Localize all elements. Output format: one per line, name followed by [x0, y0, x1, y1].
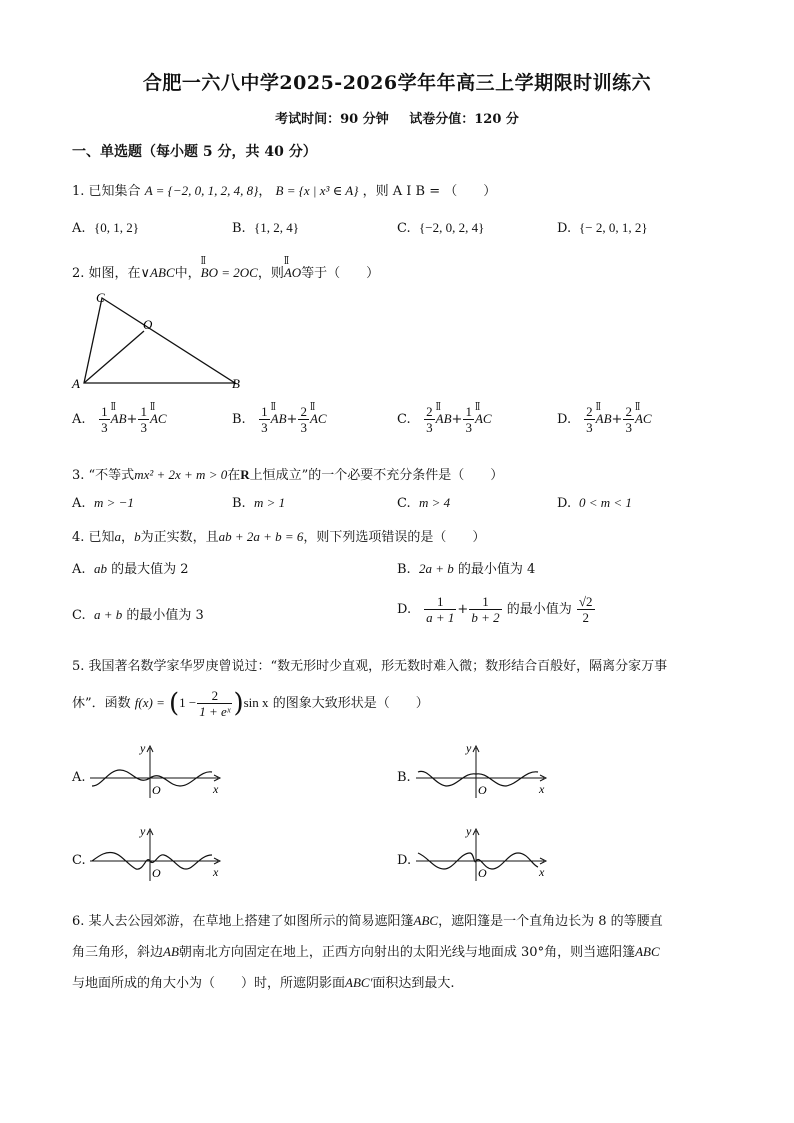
option-label: B. — [232, 412, 246, 427]
origin-label: O — [478, 866, 487, 880]
q4-option-b[interactable] — [397, 558, 535, 577]
question-4-stem — [72, 526, 485, 545]
option-label: A. — [72, 562, 86, 577]
triangle-abc — [84, 298, 235, 383]
q6-triangle: ABC — [413, 913, 439, 928]
option-label: A. — [72, 412, 86, 427]
option-expr: a + b — [94, 607, 123, 622]
option-text: 0 < m < 1 — [579, 495, 632, 510]
q1-number: 1. 已知集合 — [72, 184, 141, 199]
vertex-c-label: C — [96, 290, 105, 305]
option-expr: 2a + b — [419, 561, 454, 576]
q5-option-a-label[interactable]: A. — [72, 770, 86, 785]
q3-option-d[interactable] — [557, 495, 632, 511]
option-text: m > 4 — [419, 495, 451, 510]
q3-option-c[interactable] — [397, 495, 450, 511]
coef-num: 2 — [426, 404, 433, 419]
q4-var-a: a — [114, 529, 122, 544]
q4-text: ， — [121, 530, 135, 545]
plus: + — [457, 602, 469, 617]
q3-inequality: mx² + 2x + m > 0 — [134, 467, 228, 482]
q6-shadow: ABC′ — [345, 975, 373, 990]
q1-option-a[interactable] — [72, 220, 139, 236]
vector-ab: ꟾꟾ AB — [111, 411, 127, 427]
option-label: D. — [557, 221, 572, 236]
q1-option-c[interactable] — [397, 220, 484, 236]
exam-title: 合肥一六八中学2025-2026学年年高三上学期限时训练六 — [142, 72, 652, 94]
q4-option-a[interactable] — [72, 558, 189, 577]
option-label: C. — [397, 496, 411, 511]
right-paren: ) — [233, 688, 244, 719]
q6-text: 朝南北方向固定在地上，正西方向射出的太阳光线与地面成 30°角，则当遮阳篷 — [178, 945, 636, 960]
origin-label: O — [152, 783, 161, 797]
coef-num: 1 — [140, 404, 147, 419]
coef-num: 1 — [101, 404, 108, 419]
option-label: C. — [397, 412, 411, 427]
q6-text: ，遮阳篷是一个直角边长为 8 的等腰直 — [438, 914, 663, 929]
q2-option-c[interactable] — [397, 404, 492, 435]
q5-option-d-label[interactable]: D. — [397, 853, 412, 868]
q4-text: 为正实数，且 — [140, 530, 219, 545]
option-text: {1, 2, 4} — [254, 220, 299, 235]
q5-graph-d[interactable] — [414, 825, 554, 883]
origin-label: O — [478, 783, 487, 797]
q5-sin: sin x — [243, 695, 269, 710]
option-label: A. — [72, 221, 86, 236]
vertex-a-label: A — [72, 376, 80, 391]
coef-den: 3 — [426, 420, 433, 435]
coef-den: 3 — [261, 420, 268, 435]
left-paren: ( — [169, 688, 180, 719]
option-text: {− 2, 0, 1, 2} — [579, 220, 648, 235]
option-text: m > 1 — [254, 495, 286, 510]
q3-text: 3. “不等式 — [72, 468, 135, 483]
frac-num: √2 — [578, 594, 593, 609]
exam-score: 试卷分值：120 分 — [409, 112, 519, 127]
q1-ask: ，则 A I B = （ ） — [362, 184, 497, 199]
question-2-stem — [72, 262, 379, 281]
q2-triangle: ∨ABC — [140, 265, 175, 280]
exam-subtitle — [0, 108, 794, 127]
plus: + — [451, 412, 463, 427]
frac-den: 2 — [582, 610, 589, 625]
frac-den: a + 1 — [426, 610, 455, 625]
option-label: A. — [72, 496, 86, 511]
y-label: y — [466, 825, 472, 838]
option-text: 的最小值为 4 — [457, 562, 536, 577]
x-label: x — [213, 782, 219, 796]
q2-option-d[interactable] — [557, 404, 652, 435]
question-3-stem — [72, 464, 503, 483]
vector-ab: ꟾꟾ AB — [596, 411, 612, 427]
q1-set-a: A = {−2, 0, 1, 2, 4, 8} — [144, 183, 259, 198]
q2-option-b[interactable] — [232, 404, 327, 435]
q1-option-d[interactable] — [557, 220, 648, 236]
q5-graph-a[interactable] — [88, 742, 228, 800]
plus: + — [286, 412, 298, 427]
plus: + — [611, 412, 623, 427]
q1-option-b[interactable] — [232, 220, 299, 236]
q4-option-d[interactable] — [397, 594, 596, 625]
frac-den: 1 + eˣ — [199, 704, 231, 719]
coef-num: 1 — [261, 404, 268, 419]
question-6-line-1 — [72, 910, 663, 929]
q5-option-b-label[interactable]: B. — [397, 770, 411, 785]
q3-text: 在 — [227, 468, 241, 483]
option-label: B. — [397, 562, 411, 577]
question-6-line-2 — [72, 941, 660, 960]
q5-function: f(x) = — [134, 695, 165, 710]
question-6-line-3 — [72, 972, 455, 991]
q5-option-c-label[interactable]: C. — [72, 853, 86, 868]
vector-ac: ꟾꟾ AC — [475, 411, 492, 427]
coef-num: 2 — [300, 404, 307, 419]
frac-num: 1 — [469, 594, 501, 610]
q2-text: 等于（ ） — [301, 266, 380, 281]
option-text: 的最大值为 2 — [111, 562, 189, 577]
option-text: 的最小值为 3 — [126, 608, 204, 623]
q2-triangle-figure — [68, 288, 258, 393]
coef-den: 3 — [140, 420, 147, 435]
question-1-stem: 1. 已知集合 A = {−2, 0, 1, 2, 4, 8}， B = {x | x³ ∈ A} ，则 A I B = （ ） — [72, 183, 497, 199]
frac-den: b + 2 — [471, 610, 500, 625]
option-expr: ab — [94, 561, 107, 576]
coef-num: 2 — [625, 404, 632, 419]
q3-real-set: R — [240, 467, 250, 482]
option-label: D. — [397, 602, 412, 617]
y-label: y — [140, 742, 146, 755]
q6-text: 角三角形，斜边 — [72, 945, 164, 960]
q2-text: 2. 如图，在 — [72, 266, 141, 281]
q5-text: 的图象大致形状是（ ） — [272, 696, 429, 711]
question-5-line-1: 5. 我国著名数学家华罗庚曾说过：“数无形时少直观，形无数时难入微；数形结合百般好，隔离分家万事 — [72, 659, 668, 674]
q2-target-vector: ꟾꟾ AO — [284, 265, 301, 281]
exam-time: 考试时间：90 分钟 — [275, 112, 389, 127]
coef-den: 3 — [300, 420, 307, 435]
point-o-label: O — [143, 317, 153, 332]
q1-set-b: B = {x | x³ ∈ A} — [275, 183, 359, 198]
x-label: x — [539, 782, 545, 796]
q2-condition: ꟾꟾ BO = 2OC — [201, 265, 258, 281]
vector-ac: ꟾꟾ AC — [635, 411, 652, 427]
origin-label: O — [152, 866, 161, 880]
vector-ac: ꟾꟾ AC — [310, 411, 327, 427]
q5-graph-b[interactable] — [414, 742, 554, 800]
q2-text: 中， — [174, 266, 201, 281]
option-text: {−2, 0, 2, 4} — [419, 220, 485, 235]
q5-text: 休”．函数 — [72, 696, 131, 711]
vertex-b-label: B — [232, 376, 240, 391]
option-label: C. — [72, 608, 86, 623]
q3-option-a[interactable] — [72, 495, 134, 511]
option-text: m > −1 — [94, 495, 134, 510]
option-label: D. — [557, 496, 572, 511]
y-label: y — [466, 742, 472, 755]
x-label: x — [539, 865, 545, 879]
plus: + — [126, 412, 138, 427]
coef-den: 3 — [586, 420, 593, 435]
option-text: 的最小值为 — [506, 602, 572, 617]
y-label: y — [140, 825, 146, 838]
section-heading: 一、单选题（每小题 5 分，共 40 分） — [72, 144, 317, 160]
q6-text: 6. 某人去公园郊游，在草地上搭建了如图所示的简易遮阳篷 — [72, 914, 414, 929]
q6-text: 与地面所成的角大小为（ ）时，所遮阴影面 — [72, 976, 346, 991]
coef-num: 1 — [465, 404, 472, 419]
frac-num: 2 — [197, 688, 232, 704]
q4-var-b: b — [134, 529, 141, 544]
option-text: {0, 1, 2} — [94, 220, 139, 235]
option-label: D. — [557, 412, 572, 427]
vector-ab: ꟾꟾ AB — [271, 411, 287, 427]
frac-num: 1 — [424, 594, 456, 610]
q6-triangle: ABC — [635, 944, 660, 959]
q3-text: 上恒成立”的一个必要不充分条件是（ ） — [249, 468, 504, 483]
q6-hypotenuse: AB — [163, 944, 179, 959]
q2-text: ，则 — [257, 266, 284, 281]
q3-option-b[interactable] — [232, 495, 285, 511]
question-5-line-2 — [72, 688, 429, 719]
q5-graph-c[interactable] — [88, 825, 228, 883]
q4-text: ，则下列选项错误的是（ ） — [303, 530, 486, 545]
q5-one-minus: 1 − — [179, 695, 197, 710]
coef-den: 3 — [465, 420, 472, 435]
coef-num: 2 — [586, 404, 593, 419]
q4-option-c[interactable] — [72, 604, 204, 623]
q2-option-a[interactable] — [72, 404, 167, 435]
q4-text: 4. 已知 — [72, 530, 115, 545]
x-label: x — [213, 865, 219, 879]
vector-ac: ꟾꟾ AC — [150, 411, 167, 427]
coef-den: 3 — [101, 420, 108, 435]
option-label: B. — [232, 221, 246, 236]
coef-den: 3 — [625, 420, 632, 435]
q6-text: 面积达到最大. — [372, 976, 455, 991]
option-label: C. — [397, 221, 411, 236]
q4-equation: ab + 2a + b = 6 — [218, 529, 304, 544]
vector-ab: ꟾꟾ AB — [436, 411, 452, 427]
option-label: B. — [232, 496, 246, 511]
